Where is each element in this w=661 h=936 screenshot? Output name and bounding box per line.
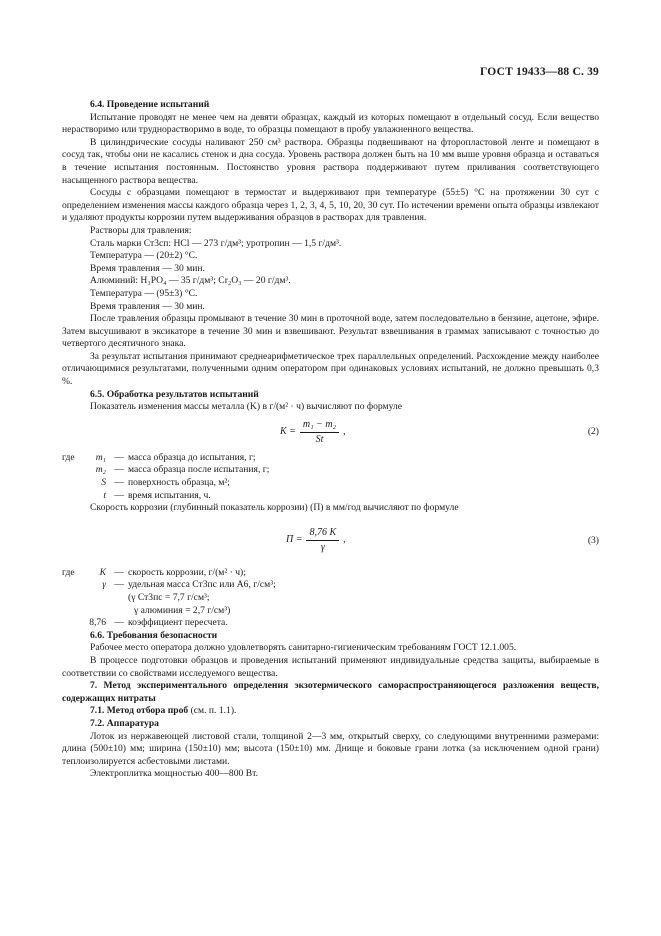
legend-prefix <box>62 464 80 477</box>
paragraph: Скорость коррозии (глубинный показатель коррозии) (П) в мм/год вычисляют по формуле <box>90 502 459 514</box>
legend-row <box>62 617 599 630</box>
legend-symbol: S <box>101 477 106 489</box>
legend-prefix <box>62 477 80 490</box>
legend-text: масса образца до испытания, г; <box>128 451 256 463</box>
equation-number: (3) <box>587 534 599 546</box>
legend-text: поверхность образца, м²; <box>128 477 230 489</box>
section-7-title: 7. Метод экспериментального определения экзотермического самораспространяющегося разложения веществ, содержащих нитраты <box>62 680 599 704</box>
legend-dash: — <box>114 566 124 578</box>
formula-body <box>280 419 346 446</box>
solution-line: Алюминий: Н₃РО₄ — 35 г/дм³; Cr₂O₃ — 20 г/дм³. <box>90 275 291 287</box>
legend-dash: — <box>114 477 124 489</box>
legend-row <box>62 567 599 580</box>
equation-number: (2) <box>587 425 599 437</box>
legend-dash: — <box>114 451 124 463</box>
page-header: ГОСТ 19433—88 С. 39 <box>480 66 599 78</box>
section-6-5-title: 6.5. Обработка результатов испытаний <box>90 388 259 400</box>
denominator: γ <box>320 541 325 553</box>
legend-prefix: где <box>62 566 75 578</box>
legend-formula-3 <box>62 567 599 630</box>
section-6-6-title: 6.6. Требования безопасности <box>90 629 218 641</box>
legend-row <box>62 605 599 618</box>
formula-tail: , <box>343 426 346 438</box>
formula-body <box>286 527 346 554</box>
legend-symbol: 8,76 <box>89 617 106 629</box>
document-page <box>62 0 599 936</box>
paragraph: Лоток из нержавеющей листовой стали, толщиной 2—3 мм, открытый сверху, со следующими внутренними размерами: длина (500±10) мм; ширина (150±10) мм; высота (150±10) мм. Днище и боковые грани лотка (за исключением одной грани) теплоизолируется асбестовыми листами. <box>62 730 599 767</box>
legend-dash: — <box>114 617 124 629</box>
section-7-2-title: 7.2. Аппаратура <box>90 717 159 729</box>
legend-text: время испытания, ч. <box>128 489 211 501</box>
legend-dash: — <box>114 489 124 501</box>
formula-3 <box>62 515 599 567</box>
paragraph: За результат испытания принимают среднеарифметическое трех параллельных определений. Расхождение между наиболее отличающимися результатами, полученными одним оператором при одинаковых условиях испытаний, не должно превышать 0,3 %. <box>62 350 599 388</box>
legend-symbol: t <box>103 489 106 501</box>
legend-row <box>62 592 599 605</box>
section-7-1-line <box>62 705 599 718</box>
legend-row <box>62 452 599 465</box>
legend-symbol: γ <box>102 579 106 591</box>
page-content <box>62 99 599 781</box>
legend-dash: — <box>114 464 124 476</box>
paragraph: Сосуды с образцами помещают в термостат и выдерживают при температуре (55±5) °С на протяжении 30 сут с определением изменения массы каждого образца через 1, 2, 3, 4, 5, 10, 20, 30 сут. По истечении времени опыта образцы извлекают и удаляют продукты коррозии путем выдерживания образцов в растворах для травления. <box>62 187 599 224</box>
legend-symbol: K <box>99 566 106 578</box>
solutions-title: Растворы для травления: <box>90 224 192 236</box>
paragraph: Показатель изменения массы металла (K) в г/(м² · ч) вычисляют по формуле <box>90 401 403 413</box>
legend-prefix: где <box>62 451 75 463</box>
numerator: 8,76 K <box>306 527 339 541</box>
solution-line: Сталь марки Ст3сп: НCl — 273 г/дм³; уротропин — 1,5 г/дм³. <box>90 237 342 249</box>
legend-text: удельная масса Ст3пс или А6, г/см³; <box>128 579 276 591</box>
solution-line: Температура — (95±3) °С. <box>90 287 198 299</box>
legend-prefix <box>62 579 80 592</box>
section-7-1-ref: (см. п. 1.1). <box>190 705 237 717</box>
formula-lhs: K = <box>280 426 296 438</box>
solution-line: Время травления — 30 мин. <box>90 300 205 312</box>
solution-line: Температура — (20±2) °С. <box>90 250 198 262</box>
formula-tail: , <box>343 534 346 546</box>
legend-text: масса образца после испытания, г; <box>128 464 270 476</box>
formula-lhs: П = <box>286 534 303 546</box>
legend-note: γ алюминия = 2,7 г/см³) <box>134 604 231 616</box>
legend-prefix <box>62 490 80 503</box>
paragraph: Рабочее место оператора должно удовлетворять санитарно-гигиеническим требованиям ГОСТ 12.1.005. <box>90 642 517 654</box>
section-7-1-title: 7.1. Метод отбора проб <box>90 705 189 717</box>
legend-row <box>62 490 599 503</box>
legend-text: коэффициент пересчета. <box>128 617 228 629</box>
legend-formula-2 <box>62 452 599 502</box>
denominator: St <box>315 433 324 445</box>
legend-row <box>62 477 599 490</box>
legend-symbol: m₂ <box>95 464 106 476</box>
section-6-4-title: 6.4. Проведение испытаний <box>90 99 210 110</box>
paragraph: После травления образцы промывают в течение 30 мин в проточной воде, затем последовательно в бензине, ацетоне, эфире. Затем высушивают в эксикаторе в течение 30 мин и взвешивают. Результат взвешивания в граммах записывают с точностью до четвертого десятичного знака. <box>62 313 599 350</box>
formula-2 <box>62 414 599 452</box>
numerator: m₁ − m₂ <box>300 419 339 433</box>
paragraph: Испытание проводят не менее чем на девяти образцах, каждый из которых помещают в отдельный сосуд. Если вещество нерастворимо или труднорастворимо в воде, то образцы помещают в пробу увлажненного вещества. <box>62 111 599 136</box>
legend-symbol: m₁ <box>95 451 106 463</box>
paragraph: Электроплитка мощностью 400—800 Вт. <box>90 768 258 780</box>
fraction <box>306 527 339 554</box>
fraction <box>300 419 339 446</box>
paragraph: В цилиндрические сосуды наливают 250 см³ раствора. Образцы подвешивают на фторопластовой ленте и помещают в сосуд так, чтобы они не касались стенок и дна сосуда. Уровень раствора должен быть на 10 мм выше уровня образца и оставаться в течение испытания постоянным. Постоянство уровня раствора поддерживают путем приливания соответствующего насыщенного раствора вещества. <box>62 136 599 186</box>
paragraph: В процессе подготовки образцов и проведения испытаний применяют индивидуальные средства защиты, выбираемые в соответствии со свойствами исследуемого вещества. <box>62 654 599 679</box>
legend-row <box>62 579 599 592</box>
solution-line: Время травления — 30 мин. <box>90 262 205 274</box>
legend-dash: — <box>114 579 124 591</box>
legend-text: скорость коррозии, г/(м² · ч); <box>128 566 246 578</box>
legend-row <box>62 464 599 477</box>
legend-note: (γ Ст3пс = 7,7 г/см³; <box>128 592 210 603</box>
